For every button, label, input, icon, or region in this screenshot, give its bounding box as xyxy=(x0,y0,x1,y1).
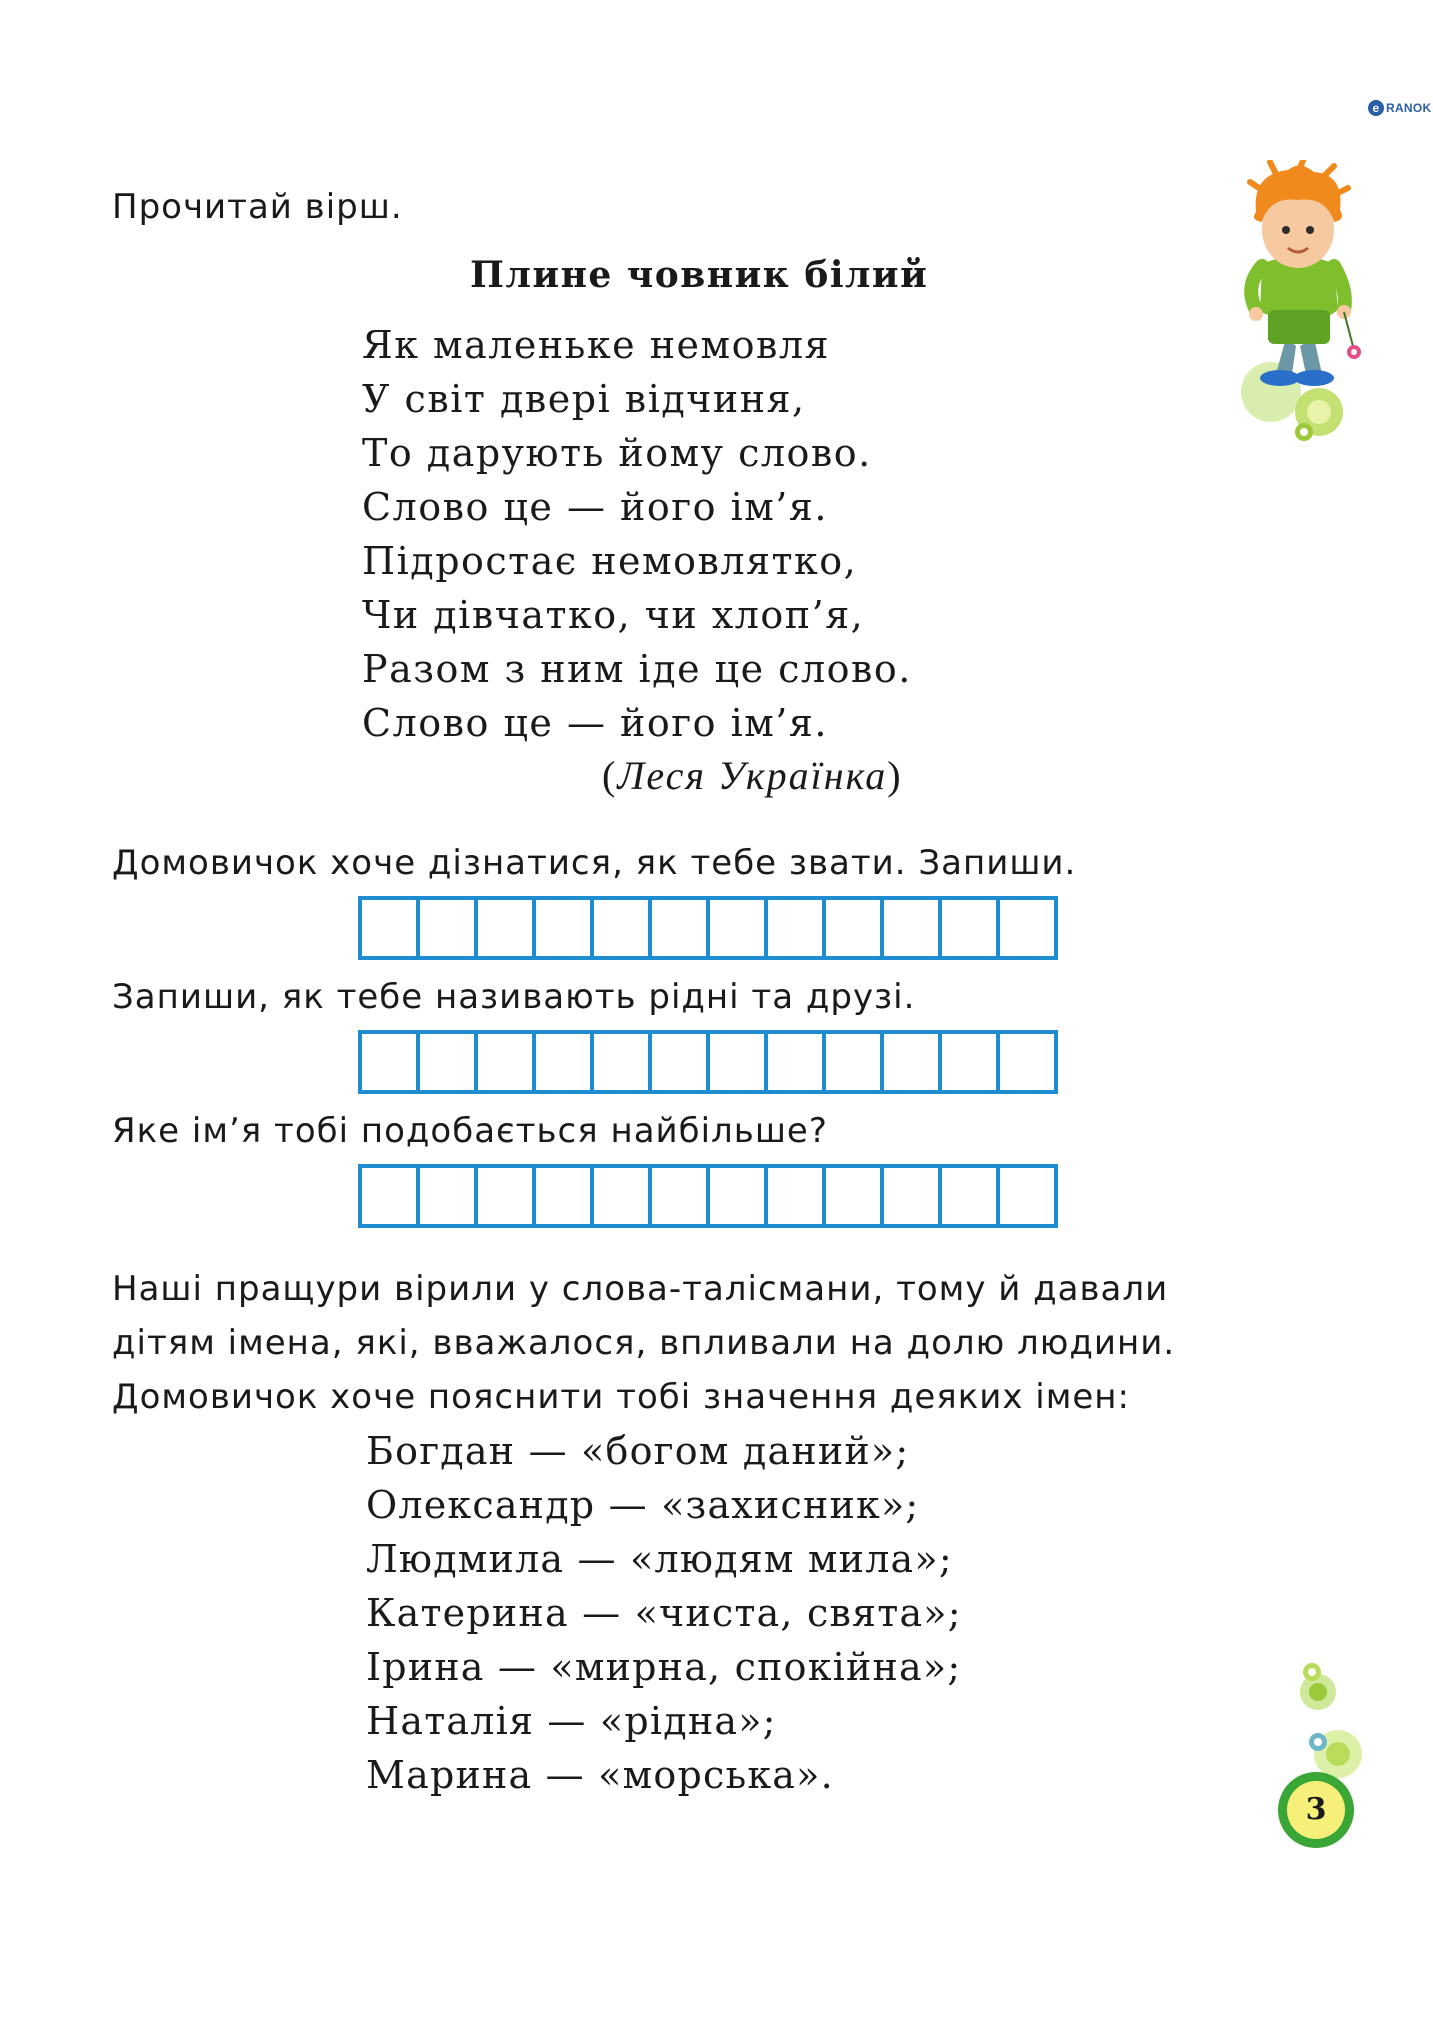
paragraph-line: Наші пращури вірили у слова-талісмани, тому й давали xyxy=(112,1269,1169,1309)
letter-cell[interactable] xyxy=(710,900,768,956)
poem-line: Як маленьке немовля xyxy=(362,323,830,367)
poem-title: Плине човник білий xyxy=(470,254,929,296)
letter-cell[interactable] xyxy=(362,1034,420,1090)
names-meanings-list xyxy=(366,1424,962,1802)
letter-cell[interactable] xyxy=(710,1168,768,1224)
paragraph-line: Домовичок хоче пояснити тобі значення деяких імен: xyxy=(112,1377,1130,1417)
task-write-name: Домовичок хоче дізнатися, як тебе звати. Запиши. xyxy=(112,843,1077,883)
name-meaning-item: Богдан — «богом даний»; xyxy=(366,1429,910,1473)
author-paren-open: ( xyxy=(602,753,618,798)
letter-cell[interactable] xyxy=(478,1034,536,1090)
favorite-answer-grid[interactable] xyxy=(358,1164,1058,1228)
letter-cell[interactable] xyxy=(478,900,536,956)
letter-cell[interactable] xyxy=(768,1168,826,1224)
letter-cell[interactable] xyxy=(420,1168,478,1224)
letter-cell[interactable] xyxy=(768,1034,826,1090)
poem-text xyxy=(362,318,912,750)
letter-cell[interactable] xyxy=(1000,900,1054,956)
page-number-badge xyxy=(1278,1772,1354,1848)
task-write-nickname: Запиши, як тебе називають рідні та друзі. xyxy=(112,977,916,1017)
author-name: Леся Українка xyxy=(617,753,888,798)
letter-cell[interactable] xyxy=(884,1168,942,1224)
letter-cell[interactable] xyxy=(826,900,884,956)
names-info-paragraph xyxy=(112,1262,1322,1424)
poem-line: То дарують йому слово. xyxy=(362,431,872,475)
letter-cell[interactable] xyxy=(594,900,652,956)
publisher-logo xyxy=(1368,100,1432,116)
letter-cell[interactable] xyxy=(768,900,826,956)
letter-cell[interactable] xyxy=(594,1168,652,1224)
letter-cell[interactable] xyxy=(362,1168,420,1224)
letter-cell[interactable] xyxy=(652,1168,710,1224)
letter-cell[interactable] xyxy=(826,1034,884,1090)
poem-line: Слово це — його ім’я. xyxy=(362,701,828,745)
poem-author xyxy=(602,752,903,799)
name-meaning-item: Олександр — «захисник»; xyxy=(366,1483,920,1527)
letter-cell[interactable] xyxy=(942,1168,1000,1224)
poem-line: Чи дівчатко, чи хлоп’я, xyxy=(362,593,865,637)
letter-cell[interactable] xyxy=(884,1034,942,1090)
letter-cell[interactable] xyxy=(710,1034,768,1090)
letter-cell[interactable] xyxy=(362,900,420,956)
letter-cell[interactable] xyxy=(1000,1034,1054,1090)
letter-cell[interactable] xyxy=(884,900,942,956)
task-favorite-name: Яке ім’я тобі подобається найбільше? xyxy=(112,1111,828,1151)
letter-cell[interactable] xyxy=(420,900,478,956)
poem-line: Підростає немовлятко, xyxy=(362,539,858,583)
letter-cell[interactable] xyxy=(942,900,1000,956)
page-number: 3 xyxy=(1287,1781,1345,1839)
name-meaning-item: Катерина — «чиста, свята»; xyxy=(366,1591,962,1635)
letter-cell[interactable] xyxy=(536,1168,594,1224)
name-meaning-item: Наталія — «рідна»; xyxy=(366,1699,777,1743)
author-paren-close: ) xyxy=(887,753,903,798)
letter-cell[interactable] xyxy=(536,1034,594,1090)
paragraph-line: дітям імена, які, вважалося, впливали на долю людини. xyxy=(112,1323,1176,1363)
letter-cell[interactable] xyxy=(652,1034,710,1090)
letter-cell[interactable] xyxy=(478,1168,536,1224)
decorative-bubbles xyxy=(1290,1650,1380,1780)
letter-cell[interactable] xyxy=(536,900,594,956)
letter-cell[interactable] xyxy=(1000,1168,1054,1224)
name-meaning-item: Ірина — «мирна, спокійна»; xyxy=(366,1645,962,1689)
letter-cell[interactable] xyxy=(420,1034,478,1090)
letter-cell[interactable] xyxy=(826,1168,884,1224)
publisher-logo-mark: e xyxy=(1368,100,1384,116)
letter-cell[interactable] xyxy=(594,1034,652,1090)
poem-line: Слово це — його ім’я. xyxy=(362,485,828,529)
name-meaning-item: Марина — «морська». xyxy=(366,1753,834,1797)
publisher-logo-text: RANOK xyxy=(1386,101,1432,115)
boy-illustration xyxy=(1216,160,1366,450)
name-meaning-item: Людмила — «людям мила»; xyxy=(366,1537,953,1581)
letter-cell[interactable] xyxy=(652,900,710,956)
letter-cell[interactable] xyxy=(942,1034,1000,1090)
poem-line: У світ двері відчиня, xyxy=(362,377,806,421)
name-answer-grid[interactable] xyxy=(358,896,1058,960)
poem-line: Разом з ним іде це слово. xyxy=(362,647,912,691)
nickname-answer-grid[interactable] xyxy=(358,1030,1058,1094)
task-read-poem: Прочитай вірш. xyxy=(112,187,403,227)
